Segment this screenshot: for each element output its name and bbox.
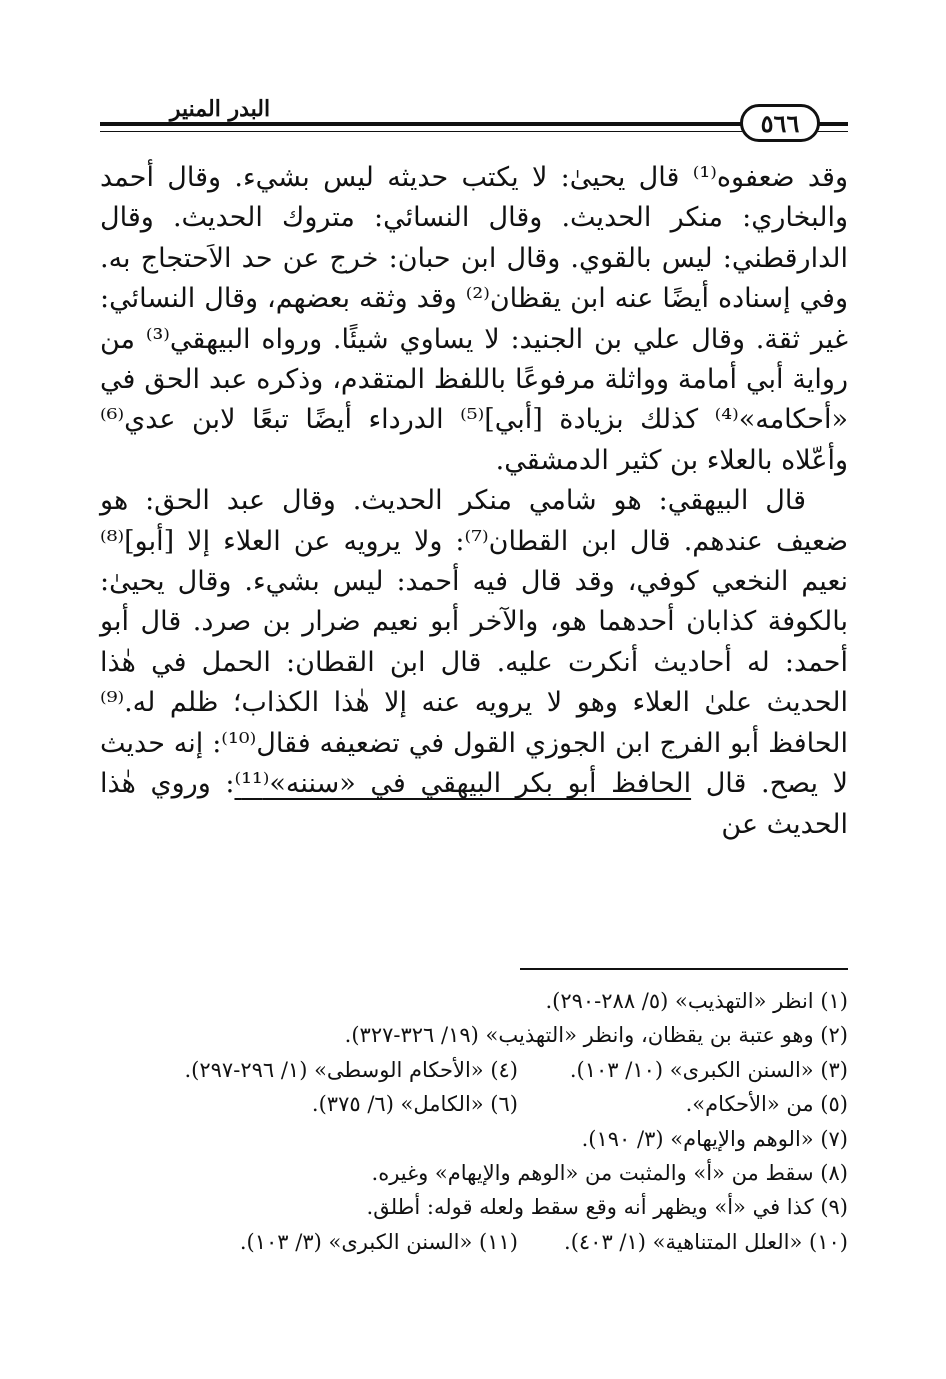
footnote-2: (٢) وهو عتبة بن يقظان، وانظر «التهذيب» (١٩/ ٣٢٦-٣٢٧). [344, 1023, 848, 1048]
footnote-row [100, 1156, 848, 1190]
footnote-8: (٨) سقط من «أ» والمثبت من «الوهم والإيهام» وغيره. [371, 1161, 848, 1186]
footnote-row [100, 984, 848, 1018]
paragraph-2 [100, 481, 848, 845]
footnote-10: (١٠) «العلل المتناهية» (١/ ٤٠٣). [564, 1229, 848, 1254]
footnote-row [100, 1190, 848, 1224]
main-text [100, 158, 848, 845]
paragraph-2-end: : وروي هٰذا الحديث عن [100, 768, 848, 840]
footnote-row [100, 1018, 848, 1052]
page-number: ٥٦٦ [740, 104, 820, 142]
footnote-3: (٣) «السنن الكبرى» (١٠/ ١٠٣). [569, 1057, 848, 1082]
footnote-row [100, 1053, 848, 1087]
footnote-9: (٩) كذا في «أ» ويظهر أنه وقع سقط ولعله قوله: أطلق. [366, 1195, 848, 1220]
footnote-row [100, 1225, 848, 1259]
underlined-citation: الحافظ أبو بكر البيهقي في «سننه»⁽¹¹⁾ [234, 768, 692, 800]
running-title: البدر المنير [169, 96, 271, 122]
footnote-row [100, 1122, 848, 1156]
paragraph-2-text: قال البيهقي: هو شامي منكر الحديث. وقال عبد الحق: هو ضعيف عندهم. قال ابن القطان⁽⁷⁾: ولا يرويه عن العلاء إلا [أبو]⁽⁸⁾ نعيم النخعي كوفي، وقد قال فيه أحمد: ليس بشيء. وقال يحيىٰ: بالكوفة كذابان أحدهما هو، والآخر أبو نعيم ضرار بن صرد. قال أبو أحمد: له أحاديث أنكرت عليه. قال ابن القطان: الحمل في هٰذا الحديث علىٰ العلاء وهو لا يرويه عنه إلا هٰذا الكذاب؛ ظلم له.⁽⁹⁾ الحافظ أبو الفرج ابن الجوزي القول في تضعيفه فقال⁽¹⁰⁾: إنه حديث لا يصح. قال [100, 485, 849, 800]
paragraph-1: وقد ضعفوه⁽¹⁾ قال يحيىٰ: لا يكتب حديثه ليس بشيء. وقال أحمد والبخاري: منكر الحديث. وقال النسائي: متروك الحديث. وقال الدارقطني: ليس بالقوي. وقال ابن حبان: خرج عن حد الاَحتجاج به. وفي إسناده أيضًا عنه ابن يقظان⁽²⁾ وقد وثقه بعضهم، وقال النسائي: غير ثقة. وقال علي بن الجنيد: لا يساوي شيئًا. ورواه البيهقي⁽³⁾ من رواية أبي أمامة وواثلة مرفوعًا باللفظ المتقدم، وذكره عبد الحق في «أحكامه»⁽⁴⁾ كذلك بزيادة [أبي]⁽⁵⁾ الدرداء أيضًا تبعًا لابن عدي⁽⁶⁾ وأعّلاه بالعلاء بن كثير الدمشقي. [100, 162, 849, 476]
footnote-5: (٥) من «الأحكام». [685, 1092, 848, 1117]
footnote-4: (٤) «الأحكام الوسطى» (١/ ٢٩٦-٢٩٧). [184, 1057, 518, 1082]
footnotes [100, 984, 848, 1259]
footnote-6: (٦) «الكامل» (٦/ ٣٧٥). [311, 1092, 518, 1117]
header-rule [100, 122, 742, 132]
footnote-1: (١) انظر «التهذيب» (٥/ ٢٨٨-٢٩٠). [545, 989, 848, 1013]
header-rule-end [818, 122, 848, 132]
footnote-11: (١١) «السنن الكبرى» (٣/ ١٠٣). [239, 1229, 518, 1254]
footnote-7: (٧) «الوهم والإيهام» (٣/ ١٩٠). [581, 1126, 848, 1151]
page-header [100, 96, 848, 146]
footnote-separator [520, 968, 848, 970]
footnote-row [100, 1087, 848, 1121]
